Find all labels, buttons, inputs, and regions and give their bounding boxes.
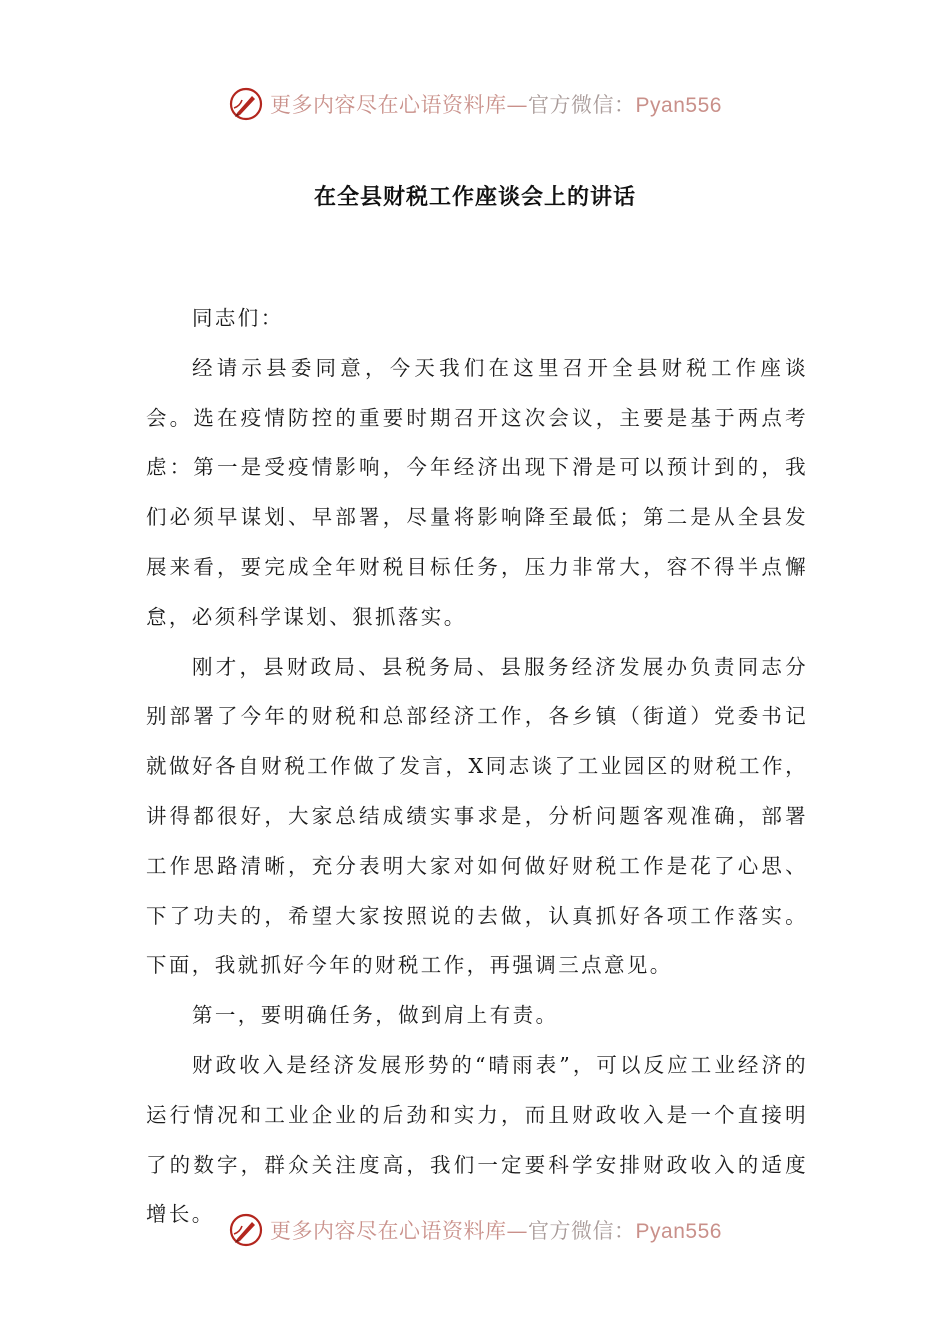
watermark-site-text: 更多内容尽在心语资料库 bbox=[270, 1219, 507, 1243]
watermark-wechat-id: Pyan556 bbox=[635, 1220, 722, 1243]
watermark-text bbox=[270, 1215, 722, 1245]
document-body bbox=[146, 294, 808, 1240]
document-title: 在全县财税工作座谈会上的讲话 bbox=[313, 185, 636, 210]
watermark-wechat-id: Pyan556 bbox=[635, 94, 722, 117]
footer-watermark bbox=[0, 1208, 950, 1252]
paragraph: 经请示县委同意，今天我们在这里召开全县财税工作座谈会。选在疫情防控的重要时期召开这次会议，主要是基于两点考虑：第一是受疫情影响，今年经济出现下滑是可以预计到的，我们必须早谋划、早部署，尽量将影响降至最低；第二是从全县发展来看，要完成全年财税目标任务，压力非常大，容不得半点懈怠，必须科学谋划、狠抓落实。 bbox=[146, 355, 808, 629]
paragraph-heading: 第一，要明确任务，做到肩上有责。 bbox=[192, 1003, 559, 1028]
pen-nib-logo-icon bbox=[228, 86, 264, 122]
watermark-wechat-label: 官方微信： bbox=[528, 93, 636, 117]
paragraph: 财政收入是经济发展形势的“晴雨表”，可以反应工业经济的运行情况和工业企业的后劲和实力，而且财政收入是一个直接明了的数字，群众关注度高，我们一定要科学安排财政收入的适度增长。 bbox=[146, 1052, 808, 1227]
watermark-dash: — bbox=[506, 1219, 529, 1243]
watermark-wechat-label: 官方微信： bbox=[528, 1219, 636, 1243]
watermark-text bbox=[270, 89, 722, 119]
watermark-site-text: 更多内容尽在心语资料库 bbox=[270, 93, 507, 117]
paragraph: 刚才，县财政局、县税务局、县服务经济发展办负责同志分别部署了今年的财税和总部经济工作，各乡镇（街道）党委书记就做好各自财税工作做了发言，X同志谈了工业园区的财税工作，讲得都很好，大家总结成绩实事求是，分析问题客观准确，部署工作思路清晰，充分表明大家对如何做好财税工作是花了心思、下了功夫的，希望大家按照说的去做，认真抓好各项工作落实。下面，我就抓好今年的财税工作，再强调三点意见。 bbox=[146, 654, 808, 978]
pen-nib-logo-icon bbox=[228, 1212, 264, 1248]
header-watermark bbox=[0, 82, 950, 126]
watermark-dash: — bbox=[506, 93, 529, 117]
paragraph-salutation: 同志们： bbox=[192, 306, 284, 330]
